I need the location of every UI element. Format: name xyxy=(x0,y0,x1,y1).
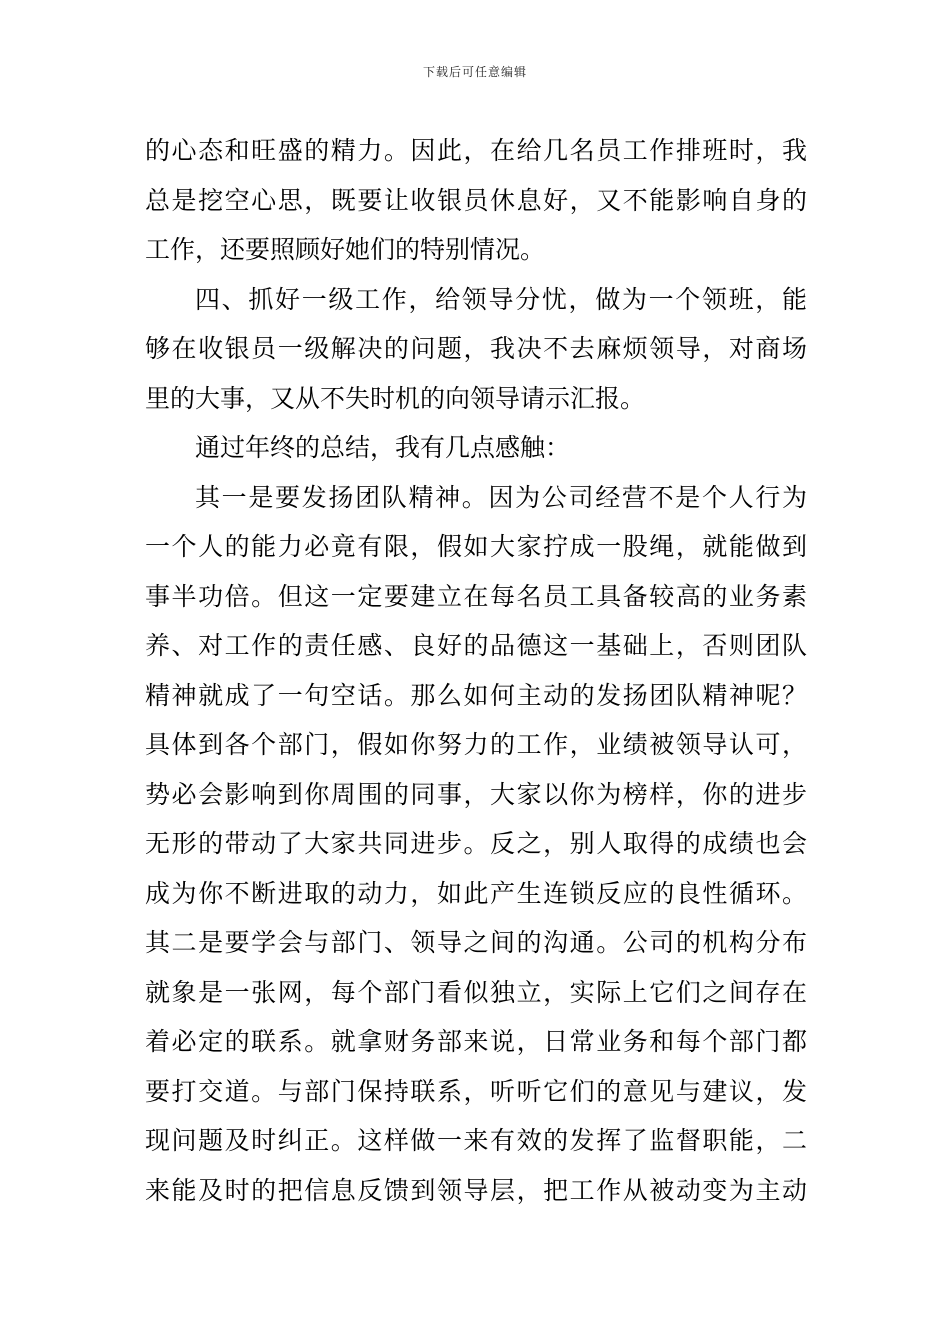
document-body xyxy=(145,126,807,1215)
text-line: 够在收银员一级解决的问题，我决不去麻烦领导，对商场 xyxy=(145,334,807,363)
text-line: 具体到各个部门，假如你努力的工作，业绩被领导认可， xyxy=(145,730,807,759)
text-line: 工作，还要照顾好她们的特别情况。 xyxy=(145,235,546,264)
text-line: 现问题及时纠正。这样做一来有效的发挥了监督职能，二 xyxy=(145,1126,807,1155)
paragraph-start-line: 其一是要发扬团队精神。因为公司经营不是个人行为 xyxy=(195,482,807,512)
text-line: 势必会影响到你周围的同事，大家以你为榜样，你的进步 xyxy=(145,779,807,809)
text-line: 其二是要学会与部门、领导之间的沟通。公司的机构分布 xyxy=(145,928,807,957)
text-line: 就象是一张网，每个部门看似独立，实际上它们之间存在 xyxy=(145,977,807,1007)
paragraph-start-line: 四、抓好一级工作，给领导分忧，做为一个领班，能 xyxy=(195,284,807,314)
text-line: 着必定的联系。就拿财务部来说，日常业务和每个部门都 xyxy=(145,1027,807,1056)
page-header: 下载后可任意编辑 xyxy=(422,65,527,79)
text-line: 成为你不断进取的动力，如此产生连锁反应的良性循环。 xyxy=(145,878,807,908)
text-line: 来能及时的把信息反馈到领导层，把工作从被动变为主动 xyxy=(145,1175,807,1205)
text-line: 养、对工作的责任感、良好的品德这一基础上，否则团队 xyxy=(145,631,807,660)
paragraph-start-line: 通过年终的总结，我有几点感触： xyxy=(195,433,571,462)
text-line: 里的大事，又从不失时机的向领导请示汇报。 xyxy=(145,383,646,413)
text-line: 总是挖空心思，既要让收银员休息好，又不能影响自身的 xyxy=(145,185,807,215)
text-line: 精神就成了一句空话。那么如何主动的发扬团队精神呢？ xyxy=(145,680,807,710)
text-line: 的心态和旺盛的精力。因此，在给几名员工作排班时，我 xyxy=(145,136,807,165)
text-line: 要打交道。与部门保持联系，听听它们的意见与建议，发 xyxy=(145,1076,807,1106)
text-line: 事半功倍。但这一定要建立在每名员工具备较高的业务素 xyxy=(145,581,807,611)
text-line: 无形的带动了大家共同进步。反之，别人取得的成绩也会 xyxy=(145,829,807,858)
text-line: 一个人的能力必竟有限，假如大家拧成一股绳，就能做到 xyxy=(145,532,807,561)
